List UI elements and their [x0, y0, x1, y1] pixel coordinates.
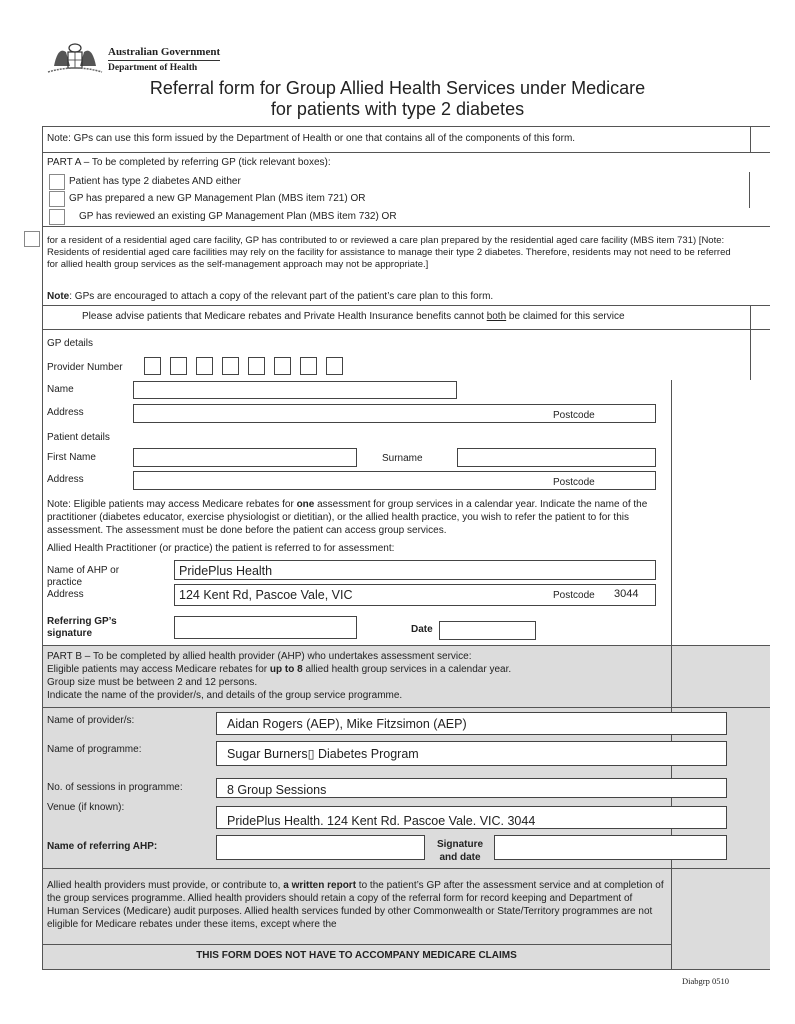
form-title	[0, 78, 795, 120]
eligible-note: Note: Eligible patients may access Medicare rebates for one assessment for group services in a calendar year. Indicate the name of the practitioner (diabetes educator, exercise physiologist or dietitian), or the allied health practice, you wish to refer the patient to for this assessment. The assessment must be done before the patient can access group services.	[47, 499, 648, 536]
part-a-note	[47, 291, 493, 303]
review-gpmp-checkbox[interactable]	[49, 209, 65, 225]
programme-label: Name of programme:	[47, 744, 142, 755]
ahp-name-field[interactable]: PridePlus Health	[174, 560, 656, 580]
title-line1: Referral form for Group Allied Health Services under Medicare	[149, 78, 646, 98]
venue-label: Venue (if known):	[47, 802, 125, 813]
ahp-postcode-label: Postcode	[553, 590, 595, 601]
new-gpmp-checkbox[interactable]	[49, 191, 65, 207]
sessions-field[interactable]: 8 Group Sessions	[216, 778, 727, 798]
gp-postcode-label: Postcode	[553, 410, 595, 421]
part-a-heading: PART A – To be completed by referring GP (tick relevant boxes):	[47, 157, 331, 168]
part-b-line4: Indicate the name of the provider/s, and details of the group service programme.	[47, 690, 403, 701]
patient-heading: Patient details	[47, 432, 110, 443]
ref-ahp-field[interactable]	[216, 835, 425, 860]
review-gpmp-label: GP has reviewed an existing GP Management Plan (MBS item 732) OR	[79, 211, 397, 222]
gov-line1: Australian Government	[108, 46, 221, 58]
type2-label: Patient has type 2 diabetes AND either	[69, 176, 241, 187]
sessions-label: No. of sessions in programme:	[47, 782, 183, 793]
surname-label: Surname	[382, 453, 423, 464]
provider-number-label: Provider Number	[47, 362, 123, 373]
provider-digit-5[interactable]	[248, 357, 265, 375]
title-line2: for patients with type 2 diabetes	[270, 99, 525, 119]
provider-digit-2[interactable]	[170, 357, 187, 375]
ahp-postcode-value: 3044	[614, 588, 639, 600]
first-name-field[interactable]	[133, 448, 357, 467]
part-b-intro	[47, 650, 667, 702]
date-field[interactable]	[439, 621, 536, 640]
referred-line: Allied Health Practitioner (or practice) the patient is referred to for assessment:	[47, 543, 395, 554]
part-b-line3: Group size must be between 2 and 12 persons.	[47, 677, 258, 688]
gp-address-label: Address	[47, 407, 84, 418]
patient-address-label: Address	[47, 474, 84, 485]
patient-postcode-label: Postcode	[553, 477, 595, 488]
date-label: Date	[411, 624, 433, 635]
gp-name-field[interactable]	[133, 381, 457, 399]
ahp-signature-field[interactable]	[494, 835, 727, 860]
programme-field[interactable]: Sugar Burners▯ Diabetes Program	[216, 741, 727, 766]
part-b-line2: Eligible patients may access Medicare rebates for up to 8 allied health group services in a calendar year.	[47, 664, 512, 675]
provider-digit-7[interactable]	[300, 357, 317, 375]
gp-signature-label: Referring GP’s signature	[47, 616, 117, 639]
coat-of-arms-icon	[44, 36, 106, 76]
gp-signature-field[interactable]	[174, 616, 357, 639]
ahp-address-field[interactable]: 124 Kent Rd, Pascoe Vale, VIC	[174, 584, 656, 606]
providers-field[interactable]: Aidan Rogers (AEP), Mike Fitzsimon (AEP)	[216, 712, 727, 735]
provider-digit-3[interactable]	[196, 357, 213, 375]
aged-care-text: for a resident of a residential aged care facility, GP has contributed to or reviewed a care plan prepared by the residential aged care facility (MBS item 731) [Note: Residents of residential aged care facilities may rely on the facility for assistance to manage their type 2 diabetes. Therefore, residents may not need to be referred for allied health group services as the self-management approach may not be appropriate.]	[47, 235, 731, 270]
provider-digit-1[interactable]	[144, 357, 161, 375]
part-b-line1: PART B – To be completed by allied health provider (AHP) who undertakes assessment service:	[47, 651, 472, 662]
type2-checkbox[interactable]	[49, 174, 65, 190]
note-bold: Note	[47, 291, 70, 302]
note-top: Note: GPs can use this form issued by the Department of Health or one that contains all of the components of this form.	[47, 133, 576, 144]
provider-digit-4[interactable]	[222, 357, 239, 375]
form-code: Diabgrp 0510	[682, 976, 729, 986]
surname-field[interactable]	[457, 448, 656, 467]
ahp-address-label: Address	[47, 589, 84, 600]
advise-text: Please advise patients that Medicare rebates and Private Health Insurance benefits cannot both be claimed for this service	[82, 311, 625, 322]
aged-care-checkbox[interactable]	[24, 231, 40, 247]
gov-line2: Department of Health	[108, 63, 198, 73]
provider-digit-6[interactable]	[274, 357, 291, 375]
report-text: Allied health providers must provide, or contribute to, a written report to the patient’s GP after the assessment service and at completion of the group services programme. Allied health providers should retain a copy of the referral form for record keeping and Department of Human Services (Medicare) audit purposes. Allied health services funded by other Commonwealth or State/Territory programmes are not eligible for Medicare rebates under these items, except where the	[47, 880, 664, 930]
new-gpmp-label: GP has prepared a new GP Management Plan (MBS item 721) OR	[69, 193, 366, 204]
ref-ahp-label: Name of referring AHP:	[47, 841, 158, 852]
provider-digit-8[interactable]	[326, 357, 343, 375]
providers-label: Name of provider/s:	[47, 715, 135, 726]
gp-name-label: Name	[47, 384, 74, 395]
gp-heading: GP details	[47, 338, 93, 349]
venue-field[interactable]: PridePlus Health. 124 Kent Rd. Pascoe Vale. VIC. 3044	[216, 806, 727, 829]
first-name-label: First Name	[47, 452, 96, 463]
ahp-name-label: Name of AHP or practice	[47, 565, 120, 588]
footer-banner: THIS FORM DOES NOT HAVE TO ACCOMPANY MEDICARE CLAIMS	[196, 950, 517, 961]
note-rest: : GPs are encouraged to attach a copy of the relevant part of the patient’s care plan to this form.	[69, 291, 494, 302]
ahp-signature-label: Signature and date	[436, 839, 484, 863]
